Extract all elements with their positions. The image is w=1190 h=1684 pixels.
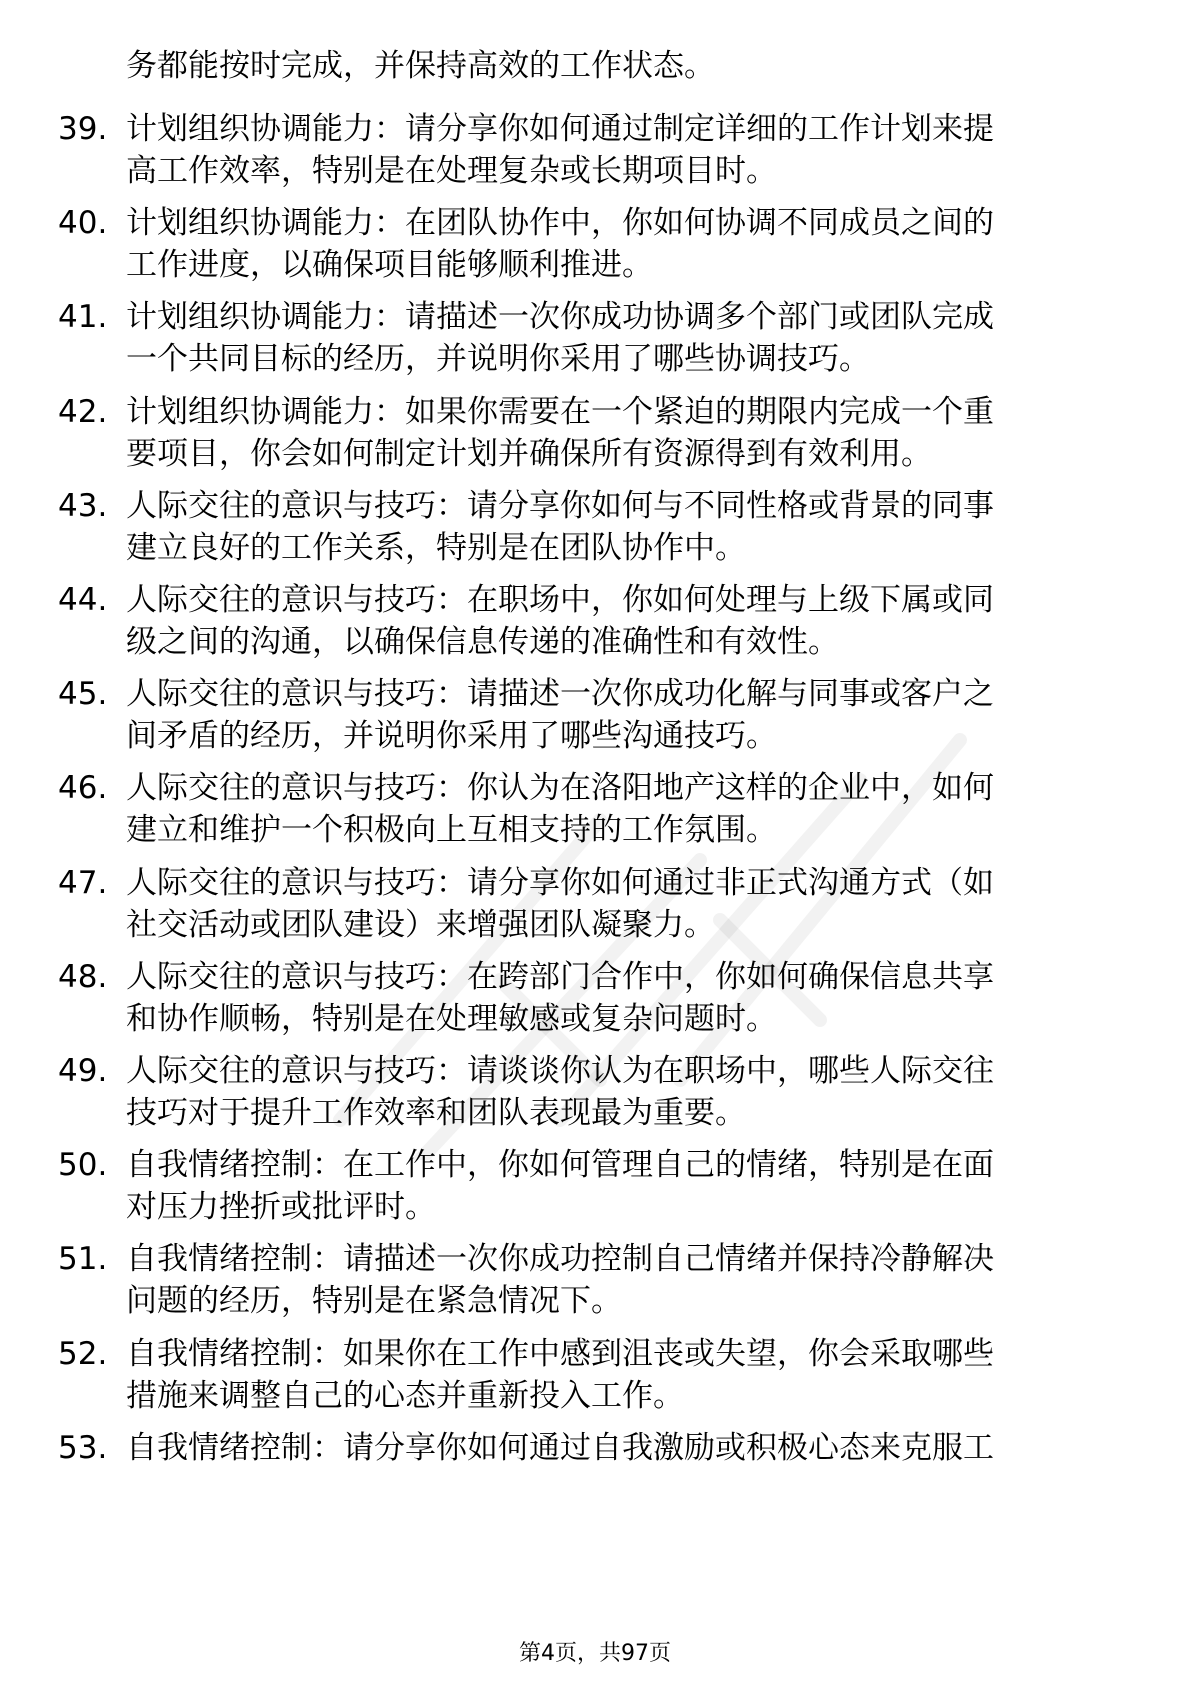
list-item [0, 486, 1190, 572]
item-number: 44. [58, 582, 108, 618]
item-number: 47. [58, 865, 108, 901]
list-item [0, 297, 1190, 383]
page-footer: 第4页，共97页 [519, 1641, 671, 1666]
item-number: 39. [58, 111, 108, 147]
item-text-line-1: 自我情绪控制：请描述一次你成功控制自己情绪并保持冷静解决 [126, 1241, 994, 1277]
item-text-line-1: 人际交往的意识与技巧：请谈谈你认为在职场中，哪些人际交往 [126, 1053, 994, 1089]
item-number: 41. [58, 299, 108, 335]
item-text-line-1: 自我情绪控制：在工作中，你如何管理自己的情绪，特别是在面 [126, 1147, 994, 1183]
item-number: 53. [58, 1430, 108, 1466]
item-text-line-2: 问题的经历，特别是在紧急情况下。 [126, 1283, 622, 1319]
item-text-line-2: 建立和维护一个积极向上互相支持的工作氛围。 [126, 812, 777, 848]
item-text-line-1: 自我情绪控制：请分享你如何通过自我激励或积极心态来克服工 [126, 1430, 994, 1466]
item-text-line-1: 人际交往的意识与技巧：你认为在洛阳地产这样的企业中，如何 [126, 770, 994, 806]
item-number: 42. [58, 394, 108, 430]
list-item [0, 203, 1190, 289]
item-text-line-2: 社交活动或团队建设）来增强团队凝聚力。 [126, 907, 715, 943]
item-text-line-1: 计划组织协调能力：如果你需要在一个紧迫的期限内完成一个重 [126, 394, 994, 430]
item-number: 48. [58, 959, 108, 995]
continued-text-line: 务都能按时完成，并保持高效的工作状态。 [126, 48, 715, 84]
item-text-line-1: 人际交往的意识与技巧：在职场中，你如何处理与上级下属或同 [126, 582, 994, 618]
list-item [0, 674, 1190, 760]
item-text-line-1: 人际交往的意识与技巧：在跨部门合作中，你如何确保信息共享 [126, 959, 994, 995]
list-item [0, 1145, 1190, 1231]
item-text-line-1: 自我情绪控制：如果你在工作中感到沮丧或失望，你会采取哪些 [126, 1336, 994, 1372]
list-item [0, 863, 1190, 949]
item-text-line-2: 工作进度，以确保项目能够顺利推进。 [126, 247, 653, 283]
item-text-line-2: 技巧对于提升工作效率和团队表现最为重要。 [126, 1095, 746, 1131]
item-text-line-1: 计划组织协调能力：请描述一次你成功协调多个部门或团队完成 [126, 299, 994, 335]
item-text-line-1: 人际交往的意识与技巧：请描述一次你成功化解与同事或客户之 [126, 676, 994, 712]
item-text-line-2: 间矛盾的经历，并说明你采用了哪些沟通技巧。 [126, 718, 777, 754]
item-text-line-1: 人际交往的意识与技巧：请分享你如何通过非正式沟通方式（如 [126, 865, 994, 901]
item-text-line-2: 要项目，你会如何制定计划并确保所有资源得到有效利用。 [126, 436, 932, 472]
item-number: 49. [58, 1053, 108, 1089]
item-number: 50. [58, 1147, 108, 1183]
list-item [0, 1239, 1190, 1325]
item-number: 45. [58, 676, 108, 712]
list-item [0, 768, 1190, 854]
item-text-line-1: 计划组织协调能力：请分享你如何通过制定详细的工作计划来提 [126, 111, 994, 147]
item-text-line-2: 级之间的沟通，以确保信息传递的准确性和有效性。 [126, 624, 839, 660]
list-item [0, 1051, 1190, 1137]
item-number: 40. [58, 205, 108, 241]
item-text-line-2: 和协作顺畅，特别是在处理敏感或复杂问题时。 [126, 1001, 777, 1037]
list-item [0, 109, 1190, 195]
item-number: 43. [58, 488, 108, 524]
item-text-line-2: 对压力挫折或批评时。 [126, 1189, 436, 1225]
item-number: 52. [58, 1336, 108, 1372]
item-text-line-2: 建立良好的工作关系，特别是在团队协作中。 [126, 530, 746, 566]
list-item [0, 1334, 1190, 1420]
item-text-line-2: 一个共同目标的经历，并说明你采用了哪些协调技巧。 [126, 341, 870, 377]
item-text-line-2: 措施来调整自己的心态并重新投入工作。 [126, 1378, 684, 1414]
item-text-line-1: 人际交往的意识与技巧：请分享你如何与不同性格或背景的同事 [126, 488, 994, 524]
list-item [0, 957, 1190, 1043]
item-text-line-1: 计划组织协调能力：在团队协作中，你如何协调不同成员之间的 [126, 205, 994, 241]
list-item [0, 580, 1190, 666]
item-number: 46. [58, 770, 108, 806]
list-item [0, 392, 1190, 478]
list-item [0, 1428, 1190, 1514]
item-text-line-2: 高工作效率，特别是在处理复杂或长期项目时。 [126, 153, 777, 189]
item-number: 51. [58, 1241, 108, 1277]
